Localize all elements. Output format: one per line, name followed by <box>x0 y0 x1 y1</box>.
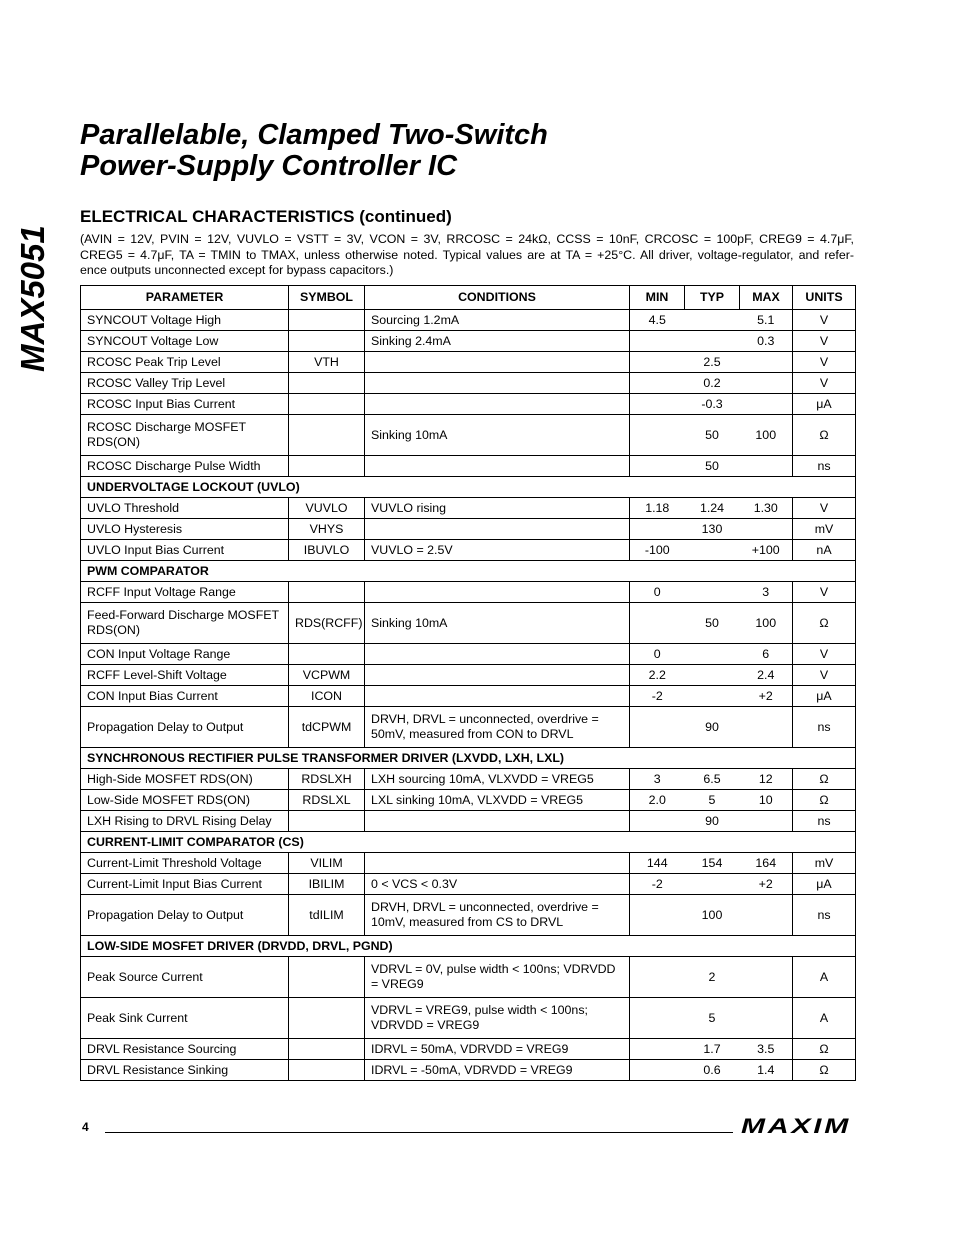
max-cell <box>740 895 793 936</box>
conditions-cell <box>365 811 630 832</box>
parameter-cell: RCOSC Discharge Pulse Width <box>81 456 289 477</box>
typ-cell: 5 <box>685 998 740 1039</box>
units-cell: ns <box>793 895 856 936</box>
units-cell: V <box>793 331 856 352</box>
typ-cell: 154 <box>685 853 740 874</box>
page-title <box>80 120 548 182</box>
section-title: LOW-SIDE MOSFET DRIVER (DRVDD, DRVL, PGND) <box>81 936 856 957</box>
table-row <box>81 769 856 790</box>
conditions-cell: Sinking 10mA <box>365 603 630 644</box>
parameter-cell: SYNCOUT Voltage Low <box>81 331 289 352</box>
max-cell: 3.5 <box>740 1039 793 1060</box>
parameter-cell: DRVL Resistance Sourcing <box>81 1039 289 1060</box>
table-section-row <box>81 748 856 769</box>
min-cell: 144 <box>630 853 685 874</box>
typ-cell: 50 <box>685 456 740 477</box>
symbol-cell <box>289 1060 365 1081</box>
table-row <box>81 310 856 331</box>
symbol-cell <box>289 582 365 603</box>
min-cell <box>630 1060 685 1081</box>
symbol-cell: ICON <box>289 686 365 707</box>
max-cell: 12 <box>740 769 793 790</box>
min-cell <box>630 373 685 394</box>
parameter-cell: Propagation Delay to Output <box>81 707 289 748</box>
symbol-cell: tdCPWM <box>289 707 365 748</box>
symbol-cell <box>289 811 365 832</box>
typ-cell: 50 <box>685 603 740 644</box>
conditions-cell <box>365 352 630 373</box>
min-cell: 0 <box>630 644 685 665</box>
symbol-cell: IBILIM <box>289 874 365 895</box>
section-heading: ELECTRICAL CHARACTERISTICS (continued) <box>80 207 452 226</box>
symbol-cell: VUVLO <box>289 498 365 519</box>
units-cell: V <box>793 352 856 373</box>
conditions-cell: Sinking 10mA <box>365 415 630 456</box>
max-cell: 2.4 <box>740 665 793 686</box>
max-cell: 6 <box>740 644 793 665</box>
header-max: MAX <box>740 286 793 310</box>
max-cell: +2 <box>740 874 793 895</box>
title-line-2: Power-Supply Controller IC <box>80 150 458 182</box>
typ-cell: 100 <box>685 895 740 936</box>
table-row <box>81 998 856 1039</box>
min-cell: 0 <box>630 582 685 603</box>
typ-cell <box>685 582 740 603</box>
min-cell <box>630 957 685 998</box>
max-cell <box>740 394 793 415</box>
parameter-cell: CON Input Voltage Range <box>81 644 289 665</box>
min-cell: 3 <box>630 769 685 790</box>
max-cell <box>740 373 793 394</box>
conditions-cell: IDRVL = -50mA, VDRVDD = VREG9 <box>365 1060 630 1081</box>
table-header-row <box>81 286 856 310</box>
title-line-1: Parallelable, Clamped Two-Switch <box>80 119 548 151</box>
symbol-cell <box>289 644 365 665</box>
conditions-cell: VDRVL = VREG9, pulse width < 100ns; VDRVDD = VREG9 <box>365 998 630 1039</box>
parameter-cell: Current-Limit Input Bias Current <box>81 874 289 895</box>
parameter-cell: Peak Source Current <box>81 957 289 998</box>
typ-cell <box>685 644 740 665</box>
section-title: PWM COMPARATOR <box>81 561 856 582</box>
parameter-cell: LXH Rising to DRVL Rising Delay <box>81 811 289 832</box>
parameter-cell: SYNCOUT Voltage High <box>81 310 289 331</box>
max-cell <box>740 352 793 373</box>
symbol-cell <box>289 373 365 394</box>
typ-cell <box>685 331 740 352</box>
symbol-cell <box>289 310 365 331</box>
units-cell: Ω <box>793 790 856 811</box>
conditions-cell <box>365 686 630 707</box>
units-cell: ns <box>793 456 856 477</box>
section-title: SYNCHRONOUS RECTIFIER PULSE TRANSFORMER DRIVER (LXVDD, LXH, LXL) <box>81 748 856 769</box>
max-cell: 100 <box>740 603 793 644</box>
min-cell <box>630 519 685 540</box>
min-cell <box>630 331 685 352</box>
max-cell: 5.1 <box>740 310 793 331</box>
max-cell <box>740 957 793 998</box>
symbol-cell: RDSLXH <box>289 769 365 790</box>
symbol-cell: tdILIM <box>289 895 365 936</box>
max-cell: 3 <box>740 582 793 603</box>
units-cell: V <box>793 665 856 686</box>
parameter-cell: CON Input Bias Current <box>81 686 289 707</box>
min-cell <box>630 895 685 936</box>
conditions-cell: 0 < VCS < 0.3V <box>365 874 630 895</box>
typ-cell: 1.7 <box>685 1039 740 1060</box>
header-min: MIN <box>630 286 685 310</box>
units-cell: V <box>793 310 856 331</box>
header-symbol: SYMBOL <box>289 286 365 310</box>
min-cell <box>630 603 685 644</box>
header-parameter: PARAMETER <box>81 286 289 310</box>
units-cell: mV <box>793 519 856 540</box>
header-typ: TYP <box>685 286 740 310</box>
symbol-cell <box>289 394 365 415</box>
units-cell: V <box>793 498 856 519</box>
min-cell: 2.0 <box>630 790 685 811</box>
parameter-cell: Peak Sink Current <box>81 998 289 1039</box>
conditions-cell: VUVLO = 2.5V <box>365 540 630 561</box>
logo-text: MAXIM <box>741 1116 851 1136</box>
conditions-line-2: CREG5 = 4.7μF, TA = TMIN to TMAX, unless otherwise noted. Typical values are at TA = +25°C. All driver, voltage-regulator, and refer- <box>80 247 854 262</box>
page-number: 4 <box>82 1120 89 1134</box>
typ-cell: 2.5 <box>685 352 740 373</box>
table-row <box>81 415 856 456</box>
table-row <box>81 456 856 477</box>
parameter-cell: RCOSC Discharge MOSFET RDS(ON) <box>81 415 289 456</box>
min-cell <box>630 352 685 373</box>
table-row <box>81 352 856 373</box>
typ-cell: -0.3 <box>685 394 740 415</box>
conditions-cell <box>365 644 630 665</box>
maxim-logo <box>741 1116 853 1136</box>
symbol-cell: RDSLXL <box>289 790 365 811</box>
units-cell: V <box>793 644 856 665</box>
header-units: UNITS <box>793 286 856 310</box>
min-cell <box>630 394 685 415</box>
conditions-cell <box>365 582 630 603</box>
typ-cell <box>685 310 740 331</box>
conditions-cell <box>365 519 630 540</box>
symbol-cell: VHYS <box>289 519 365 540</box>
units-cell: V <box>793 373 856 394</box>
parameter-cell: UVLO Hysteresis <box>81 519 289 540</box>
max-cell: 10 <box>740 790 793 811</box>
table-row <box>81 895 856 936</box>
min-cell <box>630 707 685 748</box>
symbol-cell: VCPWM <box>289 665 365 686</box>
units-cell: μA <box>793 394 856 415</box>
parameter-cell: Feed-Forward Discharge MOSFET RDS(ON) <box>81 603 289 644</box>
conditions-cell: DRVH, DRVL = unconnected, overdrive = 10mV, measured from CS to DRVL <box>365 895 630 936</box>
symbol-cell <box>289 1039 365 1060</box>
typ-cell: 1.24 <box>685 498 740 519</box>
min-cell <box>630 998 685 1039</box>
symbol-cell: VTH <box>289 352 365 373</box>
typ-cell: 0.6 <box>685 1060 740 1081</box>
table-row <box>81 498 856 519</box>
parameter-cell: RCOSC Peak Trip Level <box>81 352 289 373</box>
table-section-row <box>81 477 856 498</box>
typ-cell <box>685 540 740 561</box>
conditions-cell: VUVLO rising <box>365 498 630 519</box>
min-cell <box>630 1039 685 1060</box>
typ-cell: 90 <box>685 811 740 832</box>
table-row <box>81 373 856 394</box>
typ-cell <box>685 874 740 895</box>
table-row <box>81 644 856 665</box>
min-cell <box>630 456 685 477</box>
max-cell: 100 <box>740 415 793 456</box>
table-section-row <box>81 936 856 957</box>
symbol-cell: RDS(RCFF) <box>289 603 365 644</box>
parameter-cell: Propagation Delay to Output <box>81 895 289 936</box>
table-row <box>81 853 856 874</box>
symbol-cell <box>289 957 365 998</box>
table-row <box>81 874 856 895</box>
typ-cell: 130 <box>685 519 740 540</box>
typ-cell <box>685 665 740 686</box>
table-row <box>81 686 856 707</box>
units-cell: μA <box>793 686 856 707</box>
typ-cell: 2 <box>685 957 740 998</box>
max-cell <box>740 519 793 540</box>
symbol-cell <box>289 998 365 1039</box>
conditions-cell <box>365 456 630 477</box>
units-cell: A <box>793 998 856 1039</box>
max-cell <box>740 707 793 748</box>
test-conditions <box>80 232 854 279</box>
table-section-row <box>81 561 856 582</box>
units-cell: A <box>793 957 856 998</box>
max-cell: 1.4 <box>740 1060 793 1081</box>
typ-cell: 90 <box>685 707 740 748</box>
conditions-cell <box>365 373 630 394</box>
parameter-cell: RCOSC Valley Trip Level <box>81 373 289 394</box>
parameter-cell: UVLO Threshold <box>81 498 289 519</box>
conditions-cell: LXL sinking 10mA, VLXVDD = VREG5 <box>365 790 630 811</box>
table-row <box>81 790 856 811</box>
table-row <box>81 540 856 561</box>
table-row <box>81 603 856 644</box>
min-cell: 1.18 <box>630 498 685 519</box>
min-cell: -2 <box>630 686 685 707</box>
section-title: UNDERVOLTAGE LOCKOUT (UVLO) <box>81 477 856 498</box>
typ-cell: 5 <box>685 790 740 811</box>
units-cell: ns <box>793 707 856 748</box>
table-row <box>81 1039 856 1060</box>
symbol-cell <box>289 415 365 456</box>
conditions-cell <box>365 394 630 415</box>
max-cell: +100 <box>740 540 793 561</box>
header-conditions: CONDITIONS <box>365 286 630 310</box>
max-cell <box>740 811 793 832</box>
units-cell: Ω <box>793 769 856 790</box>
parameter-cell: Current-Limit Threshold Voltage <box>81 853 289 874</box>
conditions-line-3: ence outputs unconnected except for bypass capacitors.) <box>80 263 394 277</box>
table-row <box>81 1060 856 1081</box>
conditions-line-1: (AVIN = 12V, PVIN = 12V, VUVLO = VSTT = 3V, VCON = 3V, RRCOSC = 24kΩ, CCSS = 10nF, CRCOSC = 100pF, CREG9 = 4.7μF, <box>80 232 854 246</box>
parameter-cell: RCOSC Input Bias Current <box>81 394 289 415</box>
table-section-row <box>81 832 856 853</box>
max-cell <box>740 456 793 477</box>
symbol-cell <box>289 331 365 352</box>
max-cell <box>740 998 793 1039</box>
conditions-cell: IDRVL = 50mA, VDRVDD = VREG9 <box>365 1039 630 1060</box>
side-label-text: MAX5051 <box>14 225 51 372</box>
units-cell: V <box>793 582 856 603</box>
parameter-cell: High-Side MOSFET RDS(ON) <box>81 769 289 790</box>
max-cell: 1.30 <box>740 498 793 519</box>
parameter-cell: UVLO Input Bias Current <box>81 540 289 561</box>
conditions-cell: VDRVL = 0V, pulse width < 100ns; VDRVDD = VREG9 <box>365 957 630 998</box>
table-row <box>81 811 856 832</box>
min-cell: 2.2 <box>630 665 685 686</box>
parameter-cell: DRVL Resistance Sinking <box>81 1060 289 1081</box>
units-cell: mV <box>793 853 856 874</box>
max-cell: 164 <box>740 853 793 874</box>
units-cell: μA <box>793 874 856 895</box>
units-cell: Ω <box>793 1060 856 1081</box>
typ-cell <box>685 686 740 707</box>
conditions-cell: Sinking 2.4mA <box>365 331 630 352</box>
min-cell: 4.5 <box>630 310 685 331</box>
parameter-cell: RCFF Input Voltage Range <box>81 582 289 603</box>
table-row <box>81 519 856 540</box>
symbol-cell <box>289 456 365 477</box>
table-row <box>81 957 856 998</box>
max-cell: 0.3 <box>740 331 793 352</box>
table-row <box>81 394 856 415</box>
parameter-cell: RCFF Level-Shift Voltage <box>81 665 289 686</box>
section-title: CURRENT-LIMIT COMPARATOR (CS) <box>81 832 856 853</box>
conditions-cell <box>365 665 630 686</box>
typ-cell: 0.2 <box>685 373 740 394</box>
conditions-cell <box>365 853 630 874</box>
units-cell: Ω <box>793 1039 856 1060</box>
conditions-cell: DRVH, DRVL = unconnected, overdrive = 50mV, measured from CON to DRVL <box>365 707 630 748</box>
min-cell <box>630 415 685 456</box>
table-row <box>81 707 856 748</box>
table-row <box>81 331 856 352</box>
electrical-characteristics-table <box>80 285 856 1081</box>
units-cell: Ω <box>793 415 856 456</box>
typ-cell: 50 <box>685 415 740 456</box>
table-row <box>81 665 856 686</box>
max-cell: +2 <box>740 686 793 707</box>
footer-rule <box>105 1132 733 1133</box>
table-row <box>81 582 856 603</box>
min-cell: -2 <box>630 874 685 895</box>
min-cell <box>630 811 685 832</box>
units-cell: ns <box>793 811 856 832</box>
parameter-cell: Low-Side MOSFET RDS(ON) <box>81 790 289 811</box>
units-cell: nA <box>793 540 856 561</box>
symbol-cell: IBUVLO <box>289 540 365 561</box>
part-number-side-label <box>6 214 52 374</box>
typ-cell: 6.5 <box>685 769 740 790</box>
conditions-cell: LXH sourcing 10mA, VLXVDD = VREG5 <box>365 769 630 790</box>
symbol-cell: VILIM <box>289 853 365 874</box>
min-cell: -100 <box>630 540 685 561</box>
conditions-cell: Sourcing 1.2mA <box>365 310 630 331</box>
units-cell: Ω <box>793 603 856 644</box>
